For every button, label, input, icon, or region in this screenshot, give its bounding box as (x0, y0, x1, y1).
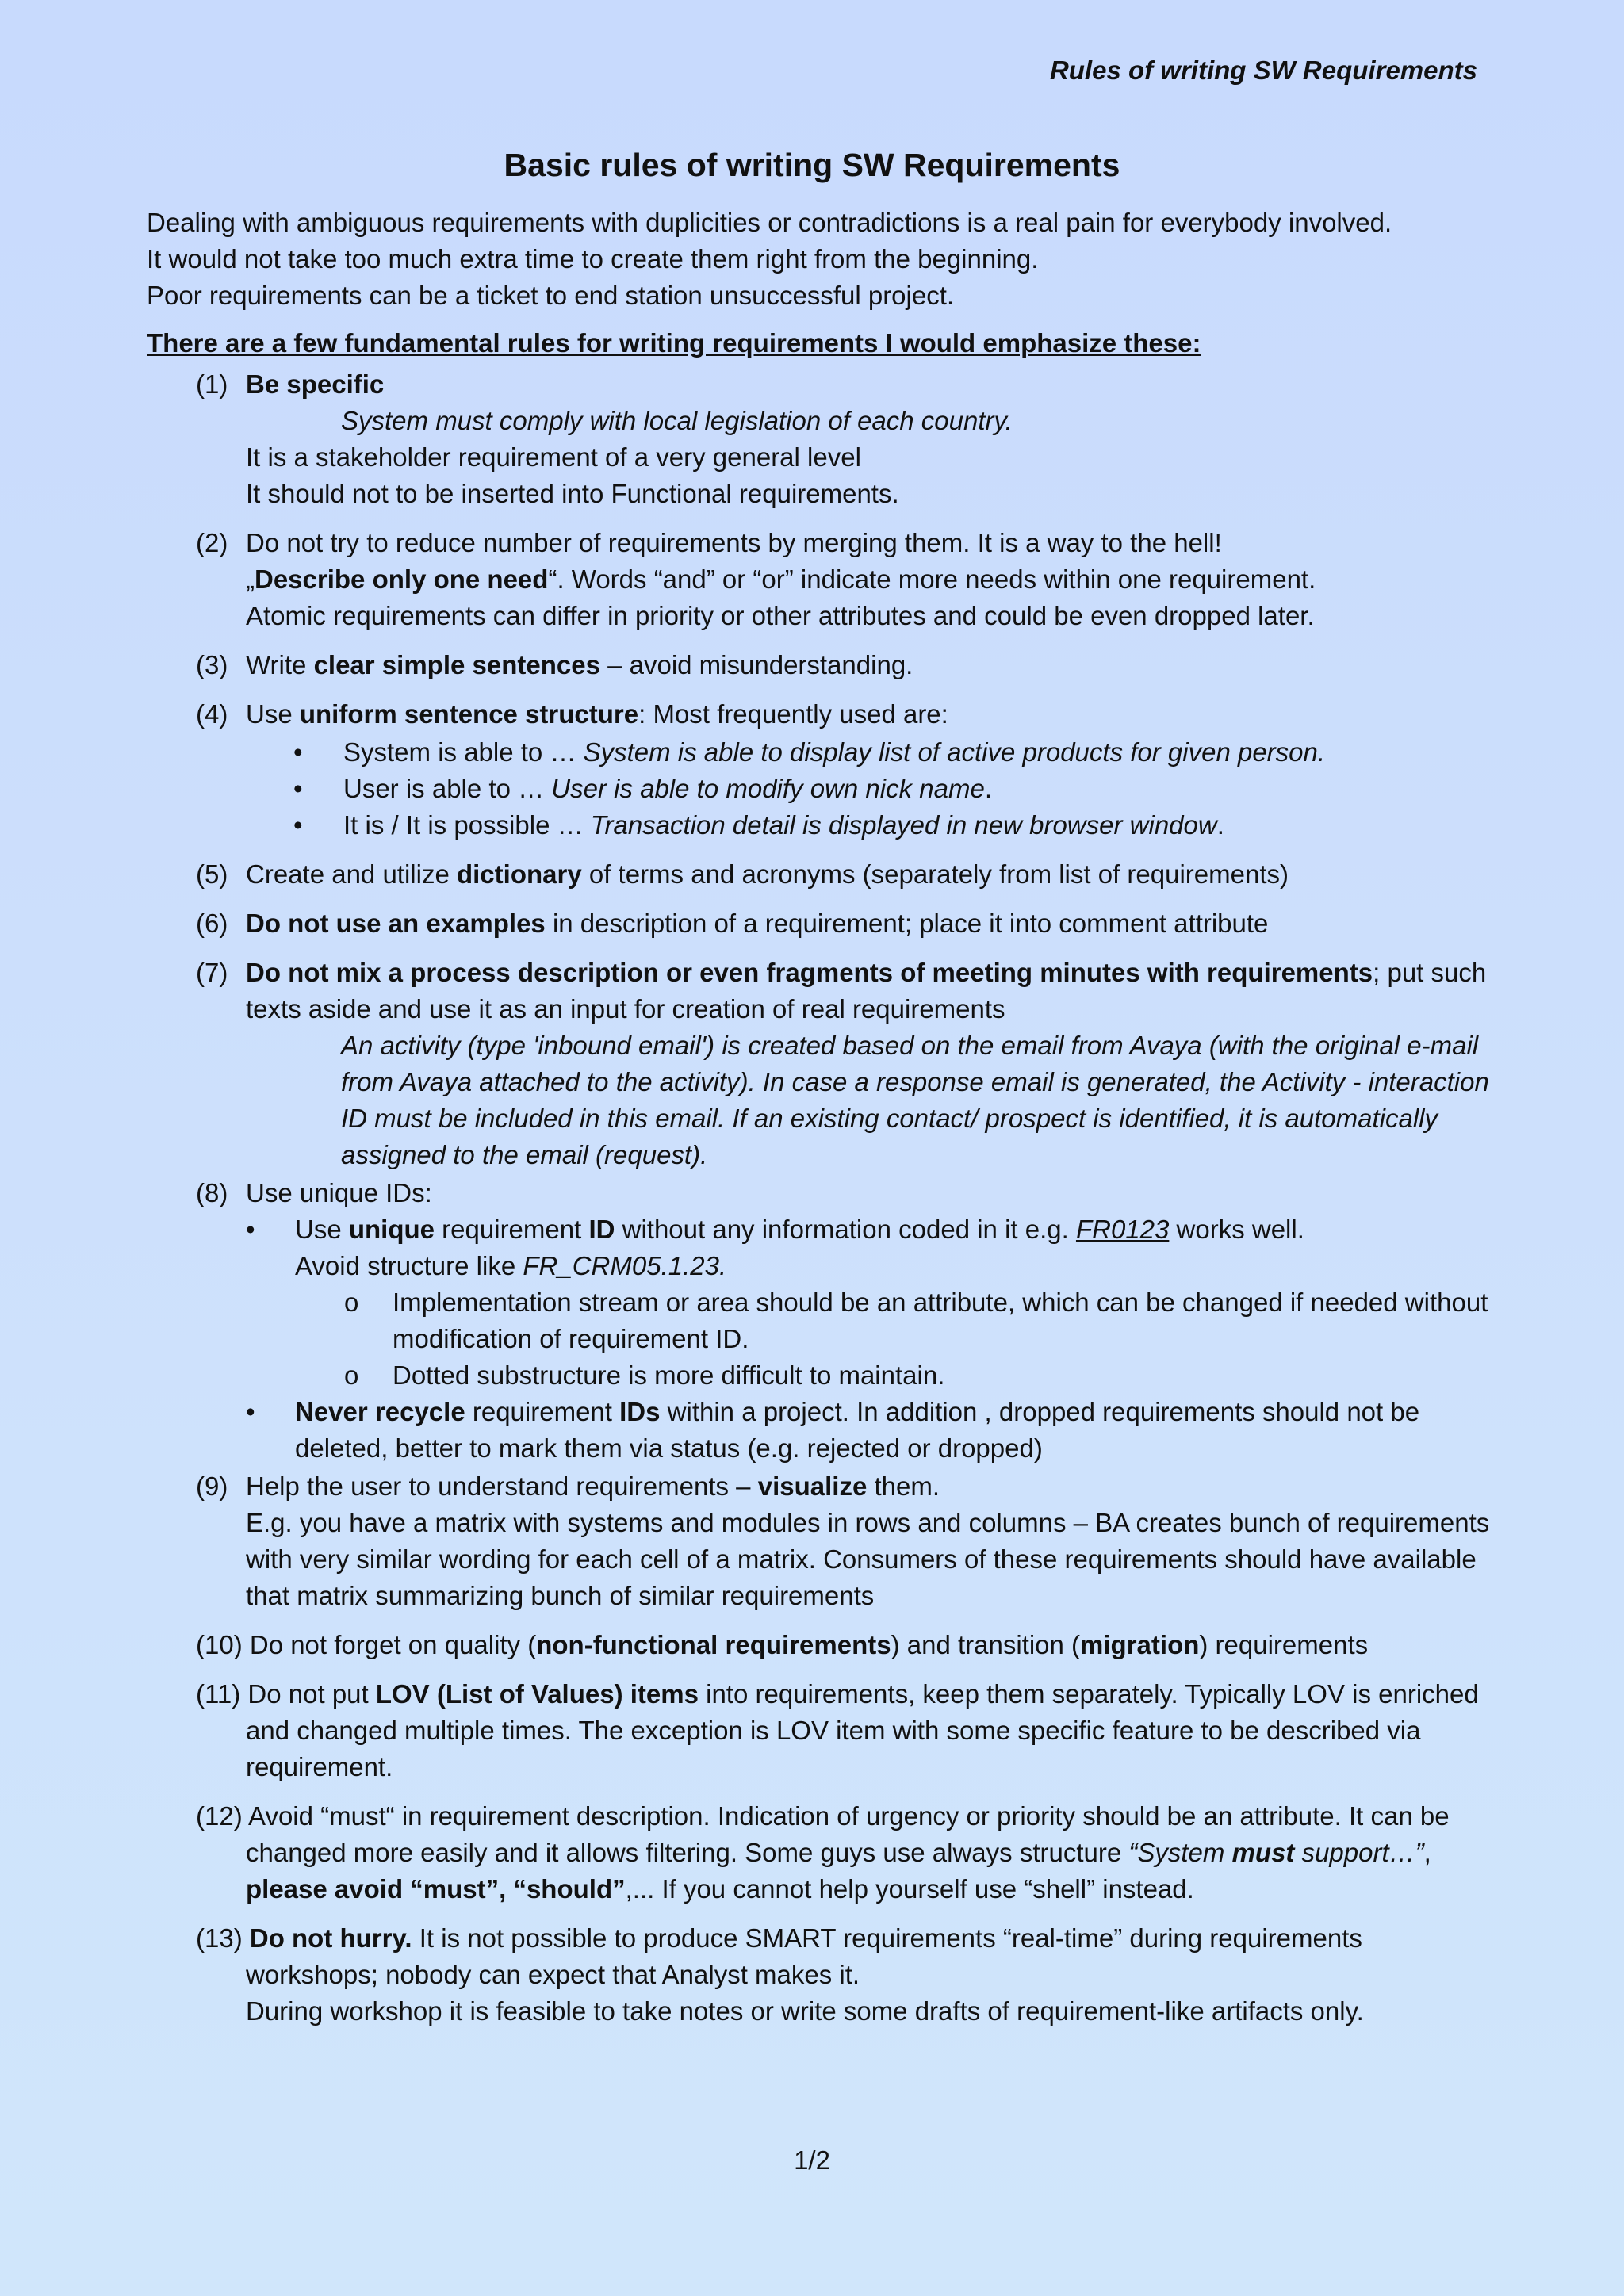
rule-text: It is a stakeholder requirement of a very general level (246, 442, 861, 472)
rule-9 (147, 1468, 1495, 1614)
sub-list (295, 1284, 1495, 1394)
rule-number: (11) (196, 1679, 241, 1709)
rule-text-post: in description of a requirement; place it into comment attribute (545, 909, 1269, 938)
running-header: Rules of writing SW Requirements (1049, 55, 1477, 85)
text: requirement (465, 1397, 620, 1426)
rule-number: (5) (196, 859, 228, 889)
bullet-lead: It is / It is possible … (343, 810, 591, 840)
rule-text: Atomic requirements can differ in priority or other attributes and could be even dropped later. (246, 601, 1315, 630)
rule-3 (147, 647, 1495, 683)
rule-7 (147, 955, 1495, 1173)
structure-list (246, 734, 1495, 844)
text: It is not possible to produce SMART requirements “real-time” during requirements workshops; nobody can expect that Analyst makes it. (246, 1923, 1362, 1989)
text: Avoid “must“ in requirement description. Indication of urgency or priority should be an attribute. It can be changed more easily and it allows filtering. Some guys use always structure (242, 1801, 1450, 1867)
rule-bold: Do not hurry. (242, 1923, 412, 1953)
rule-text (196, 1920, 1495, 1993)
rule-text-post: : Most frequently used are: (638, 699, 948, 729)
rule-text (246, 561, 1495, 598)
rule-8 (147, 1175, 1495, 1467)
rule-number: (8) (196, 1178, 228, 1207)
bullet-lead: System is able to … (343, 737, 584, 767)
list-item: o Implementation stream or area should be an attribute, which can be changed if needed without modification of requirement ID. (295, 1284, 1495, 1357)
text: , (1423, 1838, 1431, 1867)
rule-example: An activity (type 'inbound email') is created based on the email from Avaya (with the original e-mail from Avaya attached to the activity). In case a response email is generated, the Activity - interaction ID must be included in this email. If an existing contact/ prospect is identified, it is automatically assigned to the email (request). (341, 1031, 1489, 1169)
rules-heading-colon: : (1192, 328, 1201, 358)
rule-text-rest: “. Words “and” or “or” indicate more needs within one requirement. (548, 564, 1316, 594)
rule-text (196, 1798, 1495, 1908)
rule-number: (6) (196, 909, 228, 938)
rule-bold: please avoid “must”, “should” (246, 1874, 626, 1904)
rule-6 (147, 905, 1495, 942)
rule-text (246, 1468, 1495, 1505)
list-item (246, 734, 1495, 771)
rule-bold: migration (1080, 1630, 1200, 1659)
rules-heading-text: There are a few fundamental rules for writing requirements I would emphasize these (147, 328, 1193, 358)
intro-line-2: It would not take too much extra time to create them right from the beginning. (147, 244, 1039, 274)
bullet-example: User is able to modify own nick name (551, 774, 985, 803)
text: Do not forget on quality ( (242, 1630, 537, 1659)
rule-bold: LOV (List of Values) items (375, 1679, 699, 1709)
text: Avoid structure like (295, 1251, 523, 1280)
rule-number: (9) (196, 1471, 228, 1501)
text: works well. (1169, 1215, 1304, 1244)
rule-text-pre: Use (246, 699, 300, 729)
bold-text: ID (588, 1215, 615, 1244)
rule-text: During workshop it is feasible to take notes or write some drafts of requirement-like artifacts only. (246, 1996, 1364, 2026)
document-body (147, 205, 1495, 2030)
intro-paragraph (147, 205, 1495, 314)
rule-number: (4) (196, 699, 228, 729)
intro-line-1: Dealing with ambiguous requirements with duplicities or contradictions is a real pain for everybody involved. (147, 208, 1392, 237)
rule-text (196, 1627, 1495, 1663)
text: into requirements, keep them separately. Typically LOV is enriched and changed multiple times. The exception is LOV item with some specific feature to be described via requirement. (246, 1679, 1479, 1781)
rule-text (246, 955, 1495, 1027)
rule-text-pre: Write (246, 650, 314, 679)
rule-example: System must comply with local legislation of each country. (341, 406, 1013, 435)
rule-text (246, 905, 1495, 942)
rule-text-pre: Help the user to understand requirements – (246, 1471, 758, 1501)
list-item (246, 1211, 1495, 1394)
rule-bold: visualize (757, 1471, 868, 1501)
rule-bold: dictionary (456, 859, 582, 889)
rule-bold: uniform sentence structure (299, 699, 639, 729)
bullet-tail: . (1216, 810, 1224, 840)
rule-text-post: of terms and acronyms (separately from list of requirements) (581, 859, 1289, 889)
bullet-example: Transaction detail is displayed in new browser window (590, 810, 1217, 840)
rule-text-post: them. (867, 1471, 940, 1501)
rule-13 (147, 1920, 1495, 2030)
bold-text: IDs (619, 1397, 661, 1426)
text: Do not put (240, 1679, 376, 1709)
rule-number: (2) (196, 528, 228, 557)
rule-text (246, 696, 1495, 733)
rules-heading (147, 325, 1495, 362)
rule-bold: non-functional requirements (536, 1630, 891, 1659)
list-item (246, 1394, 1495, 1467)
bullet-lead: User is able to … (343, 774, 552, 803)
bold-text: Never recycle (295, 1397, 465, 1426)
rule-bold: Describe only one need (255, 564, 549, 594)
bold-text: unique (348, 1215, 435, 1244)
rule-text: Do not try to reduce number of requirements by merging them. It is a way to the hell! (246, 528, 1222, 557)
list-item (246, 807, 1495, 844)
id-rules-list (246, 1211, 1495, 1467)
intro-line-3: Poor requirements can be a ticket to end station unsuccessful project. (147, 281, 955, 310)
text: Use (295, 1215, 349, 1244)
rule-text (246, 647, 1495, 683)
example-text: “System (1128, 1838, 1232, 1867)
rule-text-pre: Create and utilize (246, 859, 457, 889)
rule-number: (1) (196, 369, 228, 399)
id-example: FR_CRM05.1.23. (523, 1251, 727, 1280)
rule-number: (13) (196, 1923, 243, 1953)
rule-number: (10) (196, 1630, 243, 1659)
list-item (246, 771, 1495, 807)
rule-bold: Do not use an examples (246, 909, 546, 938)
quote-mark: „ (246, 564, 255, 594)
bullet-tail: . (984, 774, 992, 803)
bullet-example: System is able to display list of active products for given person. (583, 737, 1326, 767)
rule-text-post: ; put such texts aside and use it as an input for creation of real requirements (246, 958, 1487, 1024)
page-title: Basic rules of writing SW Requirements (504, 147, 1120, 183)
example-bold: must (1231, 1838, 1295, 1867)
text: ,... If you cannot help yourself use “shell” instead. (625, 1874, 1194, 1904)
rule-11 (147, 1676, 1495, 1785)
rule-1 (147, 366, 1495, 512)
rule-2 (147, 525, 1495, 634)
rule-text: Use unique IDs: (246, 1178, 432, 1207)
rule-number: (3) (196, 650, 228, 679)
rule-title: Be specific (246, 369, 385, 399)
rule-text-post: – avoid misunderstanding. (599, 650, 914, 679)
rule-number: (12) (196, 1801, 243, 1831)
rule-5 (147, 856, 1495, 893)
id-example: FR0123 (1075, 1215, 1170, 1244)
example-text: support…” (1294, 1838, 1424, 1867)
rule-text: E.g. you have a matrix with systems and modules in rows and columns – BA creates bunch of requirements with very similar wording for each cell of a matrix. Consumers of these requirements should have available that matrix summarizing bunch of similar requirements (246, 1508, 1490, 1610)
rule-number: (7) (196, 958, 228, 987)
text: ) requirements (1199, 1630, 1369, 1659)
rule-bold: Do not mix a process description or even fragments of meeting minutes with requirements (246, 958, 1373, 987)
rule-text (196, 1676, 1495, 1785)
text: requirement (435, 1215, 589, 1244)
rule-4 (147, 696, 1495, 844)
list-item: o Dotted substructure is more difficult to maintain. (295, 1357, 1495, 1394)
page-number: 1/2 (794, 2145, 830, 2175)
rule-text (246, 856, 1495, 893)
rule-12 (147, 1798, 1495, 1908)
rule-10 (147, 1627, 1495, 1663)
rule-bold: clear simple sentences (313, 650, 600, 679)
text: ) and transition ( (891, 1630, 1081, 1659)
text: without any information coded in it e.g. (615, 1215, 1076, 1244)
rule-text: It should not to be inserted into Functional requirements. (246, 479, 899, 508)
text: within a project. In addition , dropped requirements should not be deleted, better to mark them via status (e.g. rejected or dropped) (295, 1397, 1420, 1463)
